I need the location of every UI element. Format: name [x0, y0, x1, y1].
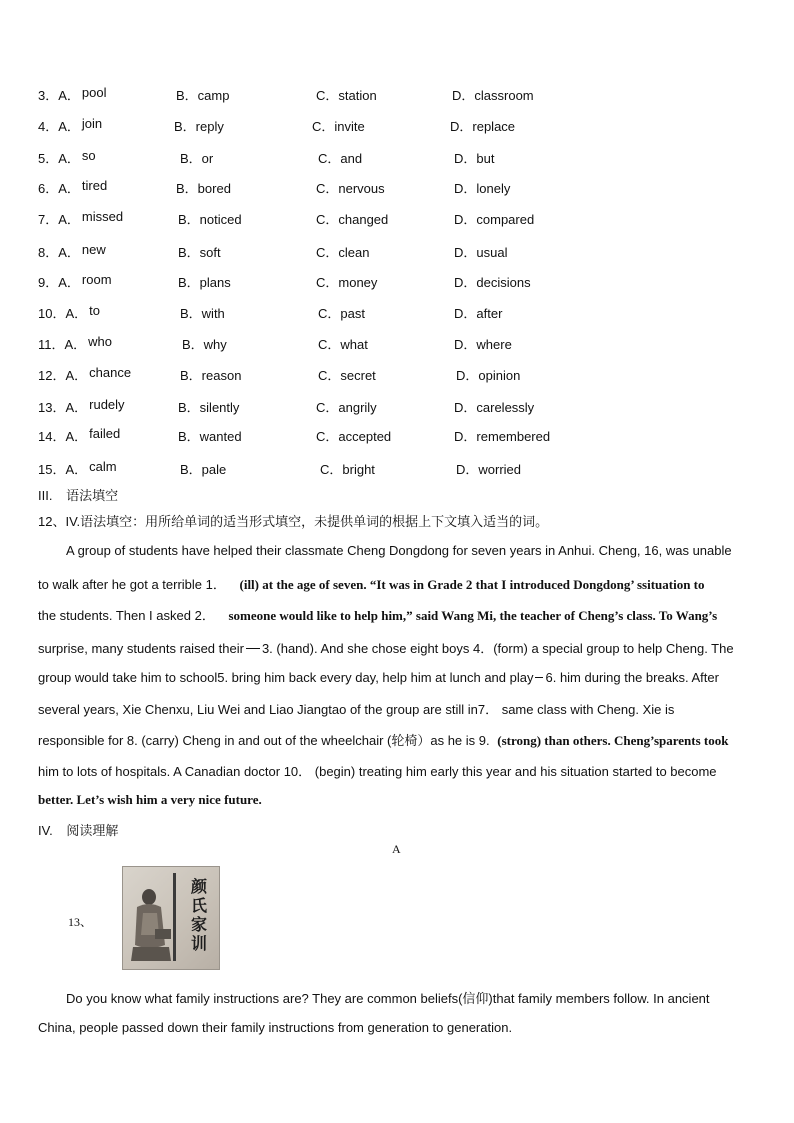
passage-line-5: group would take him to school5. bring him back every day, help him at lunch and play 6. him during the breaks. After	[38, 670, 719, 685]
option-d: D．carelessly	[454, 400, 535, 415]
blank-underline	[535, 677, 543, 678]
question-13-label: 13、	[68, 915, 93, 929]
option-d: D．replace	[450, 119, 516, 134]
option-d: D．remembered	[454, 429, 551, 444]
passage-line-4: surprise, many students raised their 3. (hand). And she chose eight boys 4．(form) a special group to help Cheng. The	[38, 641, 734, 656]
question-number: 6．A．	[38, 181, 80, 196]
passage-line-1: A group of students have helped their classmate Cheng Dongdong for seven years in Anhui. Cheng, 16, was unable	[66, 543, 732, 558]
question-number: 7．A．	[38, 212, 80, 227]
option-b: B．why	[182, 337, 227, 352]
option-a: join	[81, 116, 103, 131]
option-b: B．camp	[176, 88, 230, 103]
question-number: 3．A．	[38, 88, 80, 103]
question-number: 5．A．	[38, 151, 80, 166]
option-d: D．opinion	[456, 368, 521, 383]
option-a: missed	[81, 209, 124, 224]
question-number: 12．A．	[38, 368, 88, 383]
question-number: 4．A．	[38, 119, 80, 134]
option-d: D．after	[454, 306, 503, 321]
section-4-label: IV.	[38, 823, 53, 838]
option-c: C．station	[316, 88, 377, 103]
section-3-instruction: 12、IV.语法填空：用所给单词的适当形式填空，未提供单词的根据上下文填入适当的词。	[38, 514, 549, 529]
option-c: C．changed	[316, 212, 389, 227]
option-c: C．what	[318, 337, 368, 352]
option-d: D．usual	[454, 245, 508, 260]
section-4-heading	[38, 820, 118, 839]
scholar-figure-icon	[129, 885, 173, 963]
option-b: B．reason	[180, 368, 242, 383]
reading-line-2: China, people passed down their family instructions from generation to generation.	[38, 1020, 513, 1035]
option-b: B．wanted	[178, 429, 242, 444]
passage-line-6: several years, Xie Chenxu, Liu Wei and Liao Jiangtao of the group are still in7． same class with Cheng. Xie is	[38, 702, 675, 717]
option-a: who	[88, 334, 113, 349]
question-number: 9．A．	[38, 275, 80, 290]
option-d: D．where	[454, 337, 512, 352]
option-b: B．or	[180, 151, 214, 166]
section-4-title: 阅读理解	[66, 823, 119, 838]
section-3-label: III.	[38, 488, 53, 503]
option-d: D．worried	[456, 462, 522, 477]
option-b: B．soft	[178, 245, 221, 260]
spine-stripe	[173, 873, 176, 961]
passage-line-9: better. Let’s wish him a very nice future.	[38, 792, 262, 807]
passage-line-2: to walk after he got a terrible 1． (ill) at the age of seven. “It was in Grade 2 that I introduced Dongdong’ ssituation to	[38, 577, 705, 592]
option-d: D．classroom	[452, 88, 534, 103]
book-title: 颜氏家训	[190, 877, 207, 953]
option-c: C．invite	[312, 119, 365, 134]
option-c: C．past	[318, 306, 365, 321]
option-a: so	[81, 148, 96, 163]
option-d: D．lonely	[454, 181, 511, 196]
question-number: 14．A．	[38, 429, 88, 444]
option-c: C．and	[318, 151, 363, 166]
option-a: room	[81, 272, 112, 287]
option-b: B．with	[180, 306, 225, 321]
option-c: C．angrily	[316, 400, 377, 415]
passage-line-8: him to lots of hospitals. A Canadian doctor 10． (begin) treating him early this year and his situation started to become	[38, 764, 717, 779]
option-b: B．reply	[174, 119, 224, 134]
question-number: 13．A．	[38, 400, 88, 415]
option-a: to	[89, 303, 100, 318]
book-cover-image	[122, 866, 220, 970]
blank-underline	[246, 648, 260, 649]
reading-line-1: Do you know what family instructions are? They are common beliefs(信仰)that family members follow. In ancient	[66, 991, 710, 1006]
option-d: D．but	[454, 151, 495, 166]
option-a: new	[81, 242, 106, 257]
section-3-title: 语法填空	[66, 488, 119, 503]
option-c: C．bright	[320, 462, 375, 477]
option-c: C．money	[316, 275, 378, 290]
option-a: tired	[81, 178, 108, 193]
option-d: D．decisions	[454, 275, 531, 290]
passage-label: A	[392, 842, 401, 856]
option-b: B．pale	[180, 462, 227, 477]
option-a: rudely	[89, 397, 125, 412]
option-a: chance	[89, 365, 132, 380]
option-a: failed	[89, 426, 121, 441]
option-b: B．noticed	[178, 212, 242, 227]
question-number: 8．A．	[38, 245, 80, 260]
question-number: 15．A．	[38, 462, 88, 477]
option-a: calm	[89, 459, 117, 474]
option-c: C．accepted	[316, 429, 392, 444]
passage-line-7: responsible for 8. (carry) Cheng in and out of the wheelchair (轮椅）as he is 9. (strong) than others. Cheng’sparents took	[38, 733, 729, 748]
passage-line-3: the students. Then I asked 2． someone would like to help him,” said Wang Mi, the teacher of Cheng’s class. To Wang’s	[38, 608, 718, 623]
option-c: C．secret	[318, 368, 376, 383]
option-d: D．compared	[454, 212, 535, 227]
option-b: B．plans	[178, 275, 231, 290]
option-a: pool	[81, 85, 107, 100]
question-number: 10．A．	[38, 306, 88, 321]
option-c: C．nervous	[316, 181, 385, 196]
option-c: C．clean	[316, 245, 370, 260]
section-3-heading	[38, 485, 118, 504]
option-b: B．bored	[176, 181, 231, 196]
option-b: B．silently	[178, 400, 240, 415]
question-number: 11．A．	[38, 337, 87, 352]
